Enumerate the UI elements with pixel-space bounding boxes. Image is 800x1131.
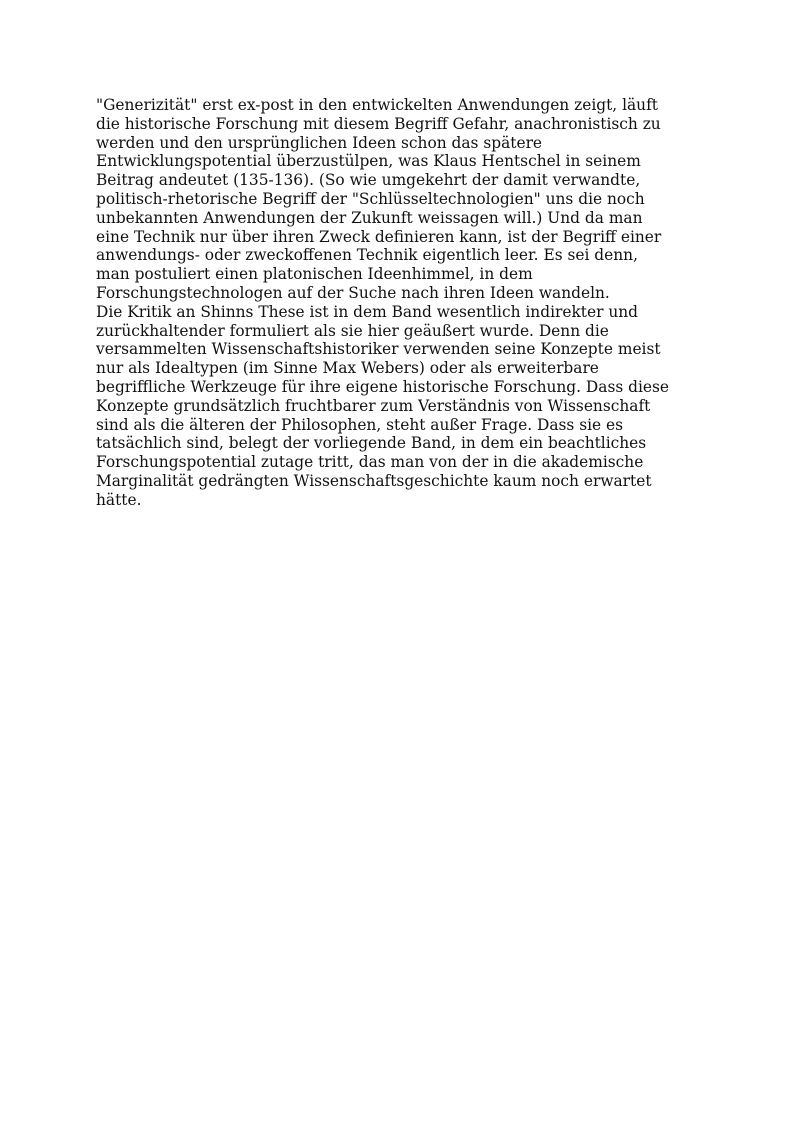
paragraph-line: Forschungspotential zutage tritt, das man von der in die akademische <box>96 453 644 472</box>
paragraph-line: anwendungs- oder zweckoffenen Technik eigentlich leer. Es sei denn, <box>96 246 638 265</box>
paragraph-line: "Generizität" erst ex-post in den entwickelten Anwendungen zeigt, läuft <box>96 96 658 114</box>
paragraph-1 <box>96 96 706 303</box>
paragraph-line: nur als Idealtypen (im Sinne Max Webers) oder als erweiterbare <box>96 359 599 378</box>
paragraph-line: sind als die älteren der Philosophen, steht außer Frage. Dass sie es <box>96 415 624 434</box>
paragraph-line: zurückhaltender formuliert als sie hier geäußert wurde. Denn die <box>96 321 609 340</box>
paragraph-line: tatsächlich sind, belegt der vorliegende Band, in dem ein beachtliches <box>96 434 647 453</box>
paragraph-line: Entwicklungspotential überzustülpen, was Klaus Hentschel in seinem <box>96 152 641 171</box>
paragraph-line: Konzepte grundsätzlich fruchtbarer zum Verständnis von Wissenschaft <box>96 396 651 415</box>
paragraph-line: Beitrag andeutet (135-136). (So wie umgekehrt der damit verwandte, <box>96 171 641 190</box>
paragraph-line: hätte. <box>96 490 142 509</box>
paragraph-2 <box>96 303 706 510</box>
paragraph-line: die historische Forschung mit diesem Begriff Gefahr, anachronistisch zu <box>96 114 661 133</box>
document-body <box>96 96 706 510</box>
paragraph-line: unbekannten Anwendungen der Zukunft weissagen will.) Und da man <box>96 208 643 227</box>
paragraph-line: werden und den ursprünglichen Ideen schon das spätere <box>96 133 543 152</box>
paragraph-line: Marginalität gedrängten Wissenschaftsgeschichte kaum noch erwartet <box>96 471 652 490</box>
paragraph-line: politisch-rhetorische Begriff der "Schlüsseltechnologien" uns die noch <box>96 189 645 208</box>
paragraph-line: eine Technik nur über ihren Zweck definieren kann, ist der Begriff einer <box>96 227 662 246</box>
paragraph-line: Forschungstechnologen auf der Suche nach ihren Ideen wandeln. <box>96 283 610 302</box>
paragraph-line: begriffliche Werkzeuge für ihre eigene historische Forschung. Dass diese <box>96 377 670 396</box>
paragraph-line: Die Kritik an Shinns These ist in dem Band wesentlich indirekter und <box>96 302 639 321</box>
paragraph-line: man postuliert einen platonischen Ideenhimmel, in dem <box>96 265 533 284</box>
paragraph-line: versammelten Wissenschaftshistoriker verwenden seine Konzepte meist <box>96 340 661 359</box>
